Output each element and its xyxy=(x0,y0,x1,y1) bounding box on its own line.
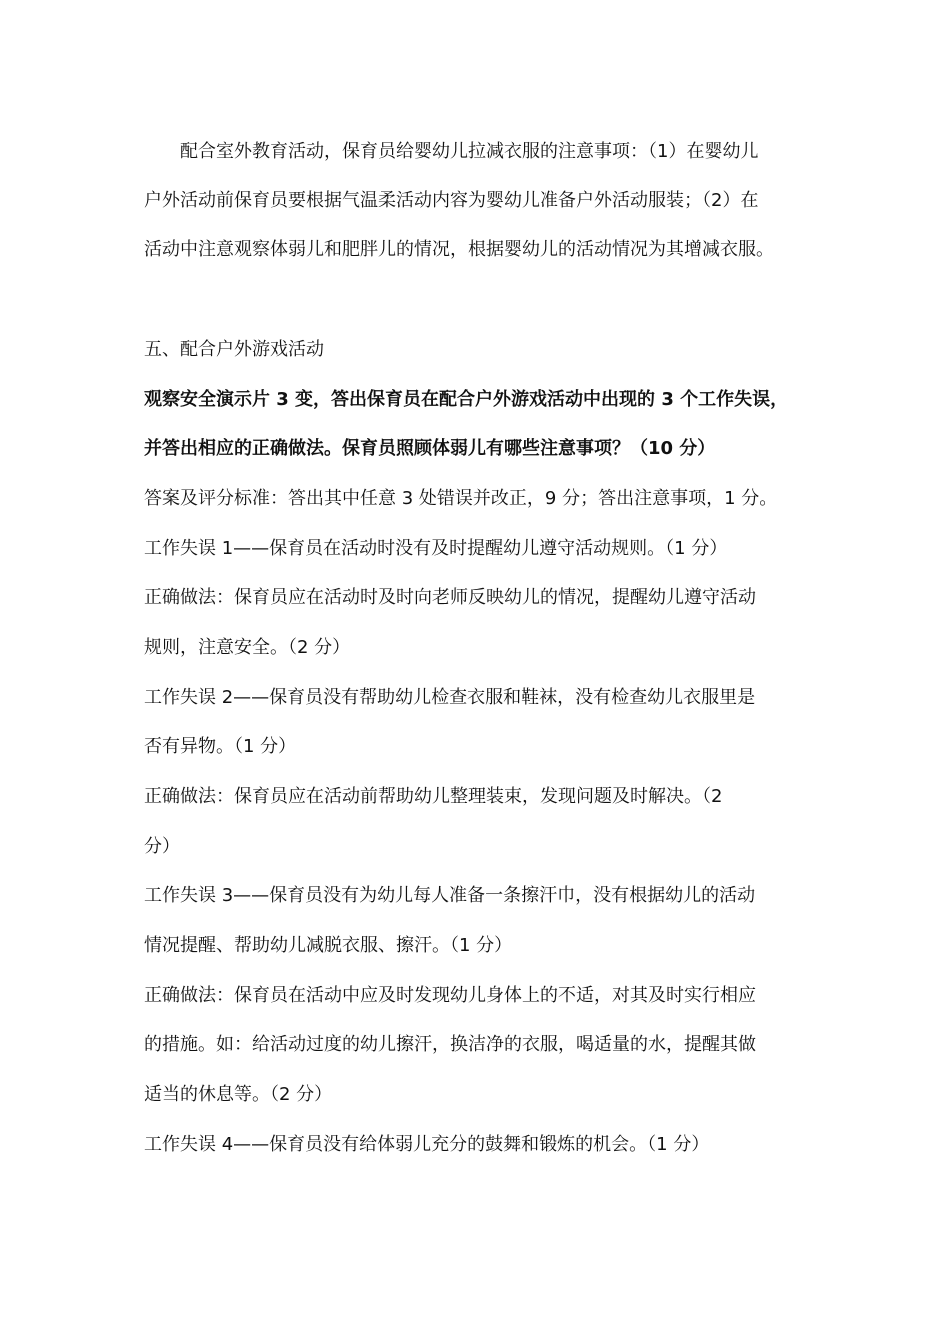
correct-practice-3-line-2: 的措施。如：给活动过度的幼儿擦汗，换洁净的衣服，喝适量的水，提醒其做 xyxy=(144,1034,756,1055)
correct-practice-3-line-1: 正确做法：保育员在活动中应及时发现幼儿身体上的不适，对其及时实行相应 xyxy=(144,985,756,1006)
correct-practice-1-line-1: 正确做法：保育员应在活动时及时向老师反映幼儿的情况，提醒幼儿遵守活动 xyxy=(144,587,756,608)
mistake-2-line-1: 工作失误 2——保育员没有帮助幼儿检查衣服和鞋袜，没有检查幼儿衣服里是 xyxy=(144,687,756,708)
correct-practice-2-line-2: 分） xyxy=(144,836,180,857)
correct-practice-3-line-3: 适当的休息等。（2 分） xyxy=(144,1084,333,1105)
mistake-2-line-2: 否有异物。（1 分） xyxy=(144,736,297,757)
mistake-1: 工作失误 1——保育员在活动时没有及时提醒幼儿遵守活动规则。（1 分） xyxy=(144,538,728,559)
mistake-4: 工作失误 4——保育员没有给体弱儿充分的鼓舞和锻炼的机会。（1 分） xyxy=(144,1134,710,1155)
mistake-3-line-1: 工作失误 3——保育员没有为幼儿每人准备一条擦汗巾，没有根据幼儿的活动 xyxy=(144,885,756,906)
intro-paragraph-line-3: 活动中注意观察体弱儿和肥胖儿的情况，根据婴幼儿的活动情况为其增减衣服。 xyxy=(144,239,774,260)
correct-practice-1-line-2: 规则，注意安全。（2 分） xyxy=(144,637,351,658)
section-heading: 五、配合户外游戏活动 xyxy=(144,339,324,360)
mistake-3-line-2: 情况提醒、帮助幼儿减脱衣服、擦汗。（1 分） xyxy=(144,935,513,956)
correct-practice-2-line-1: 正确做法：保育员应在活动前帮助幼儿整理装束，发现问题及时解决。（2 xyxy=(144,786,723,807)
intro-paragraph-line-1: 配合室外教育活动，保育员给婴幼儿拉减衣服的注意事项：（1）在婴幼儿 xyxy=(180,141,759,162)
intro-paragraph-line-2: 户外活动前保育员要根据气温柔活动内容为婴幼儿准备户外活动服装；（2）在 xyxy=(144,190,759,211)
answer-standard: 答案及评分标准：答出其中任意 3 处错误并改正，9 分；答出注意事项，1 分。 xyxy=(144,488,778,509)
question-line-1: 观察安全演示片 3 变，答出保育员在配合户外游戏活动中出现的 3 个工作失误， xyxy=(144,389,789,410)
question-line-2: 并答出相应的正确做法。保育员照顾体弱儿有哪些注意事项？（10 分） xyxy=(144,438,716,459)
